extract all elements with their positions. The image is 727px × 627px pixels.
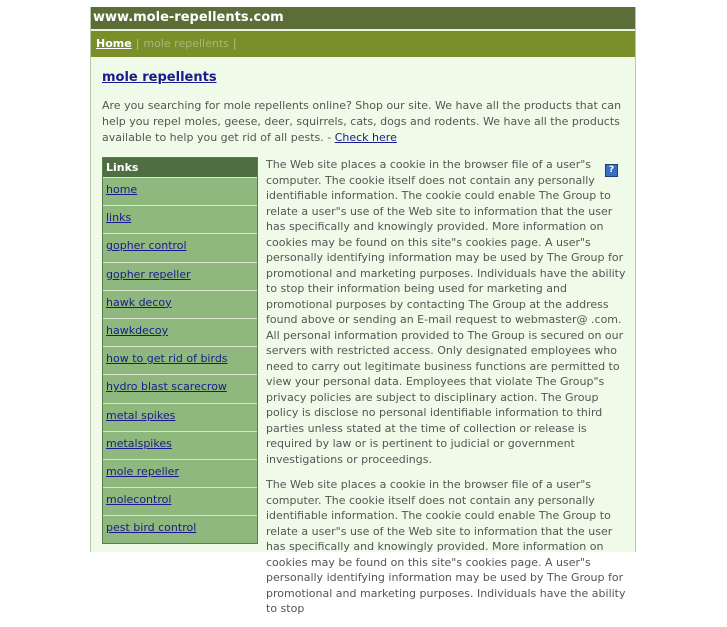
sidebar-title: Links bbox=[103, 158, 257, 177]
help-icon[interactable]: ? bbox=[605, 164, 618, 177]
sidebar-item bbox=[103, 177, 257, 205]
sidebar-link-metal-spikes[interactable]: metal spikes bbox=[106, 408, 176, 422]
site-url: www.mole-repellents.com bbox=[93, 10, 284, 25]
page-container bbox=[90, 7, 636, 615]
intro-text bbox=[102, 98, 626, 146]
sidebar-link-mole-repeller[interactable]: mole repeller bbox=[106, 464, 179, 478]
sidebar-item bbox=[103, 290, 257, 318]
check-here-link[interactable]: Check here bbox=[334, 131, 397, 144]
sidebar-link-home[interactable]: home bbox=[106, 183, 138, 196]
article-paragraph: The Web site places a cookie in the browser file of a user"s computer. The cookie itself does not contain any personally identifiable information. The cookie could enable The Group to relate a user"s use of the Web site to information that the user has specifically and knowingly provided. More information on cookies may be found on this site"s cookies page. A user"s personally identifying information may be used by The Group for promotional and marketing purposes. Individuals have the ability to stop their information being used for marketing and promotional purposes by contacting The Group at the address found above or sending an E-mail request to webmaster@ .com. All personal information provided to The Group is secured on our servers with restricted access. Only designated employees who need to carry out legitimate business functions are permitted to view your personal data. Employees that violate The Group"s privacy policies are subject to disciplinary action. The Group policy is disclose no personal identifiable information to third parties unless stated at the time of collection or release is required by law or is pertinent to judicial or government investigations or proceedings. bbox=[266, 158, 626, 466]
sidebar-link-hawk-decoy[interactable]: hawk decoy bbox=[106, 295, 172, 309]
sidebar-link-metalspikes[interactable]: metalspikes bbox=[106, 436, 172, 450]
nav-home-link[interactable]: Home bbox=[96, 37, 132, 50]
links-sidebar bbox=[102, 157, 258, 544]
sidebar-item bbox=[103, 318, 257, 346]
nav-separator: | bbox=[135, 37, 140, 50]
sidebar-item bbox=[103, 262, 257, 290]
sidebar-item bbox=[103, 431, 257, 459]
page-title[interactable]: mole repellents bbox=[102, 70, 217, 85]
sidebar-link-pest-bird-control[interactable]: pest bird control bbox=[106, 521, 197, 535]
site-header bbox=[91, 7, 635, 31]
sidebar-item bbox=[103, 233, 257, 261]
sidebar-item bbox=[103, 403, 257, 431]
sidebar-link-get-rid-of-birds[interactable]: how to get rid of birds bbox=[106, 352, 228, 366]
sidebar-item bbox=[103, 346, 257, 374]
intro-body: Are you searching for mole repellents online? Shop our site. We have all the products that can help you repel moles, geese, deer, squirrels, cats, dogs and rodents. We have all the products available to help you get rid of all pests. - bbox=[102, 99, 622, 144]
sidebar-item bbox=[103, 459, 257, 487]
nav-separator-trailing: | bbox=[232, 37, 237, 50]
sidebar-item bbox=[103, 487, 257, 515]
content bbox=[91, 57, 635, 146]
nav-crumb[interactable]: mole repellents bbox=[143, 37, 229, 50]
nav-bar bbox=[91, 31, 635, 57]
sidebar-item bbox=[103, 374, 257, 402]
sidebar-link-molecontrol[interactable]: molecontrol bbox=[106, 493, 172, 507]
sidebar-link-gopher-control[interactable]: gopher control bbox=[106, 239, 187, 253]
article-body bbox=[266, 157, 626, 627]
sidebar-item bbox=[103, 205, 257, 233]
article-paragraph: The Web site places a cookie in the browser file of a user"s computer. The cookie itself does not contain any personally identifiable information. The cookie could enable The Group to relate a user"s use of the Web site to information that the user has specifically and knowingly provided. More information on cookies may be found on this site"s cookies page. A user"s personally identifying information may be used by The Group for promotional and marketing purposes. Individuals have the ability to stop bbox=[266, 478, 626, 615]
sidebar-link-links[interactable]: links bbox=[106, 211, 132, 225]
sidebar-link-hydro-blast-scarecrow[interactable]: hydro blast scarecrow bbox=[106, 380, 227, 394]
sidebar-link-hawkdecoy[interactable]: hawkdecoy bbox=[106, 323, 169, 337]
sidebar-item bbox=[103, 515, 257, 543]
sidebar-link-gopher-repeller[interactable]: gopher repeller bbox=[106, 267, 191, 281]
